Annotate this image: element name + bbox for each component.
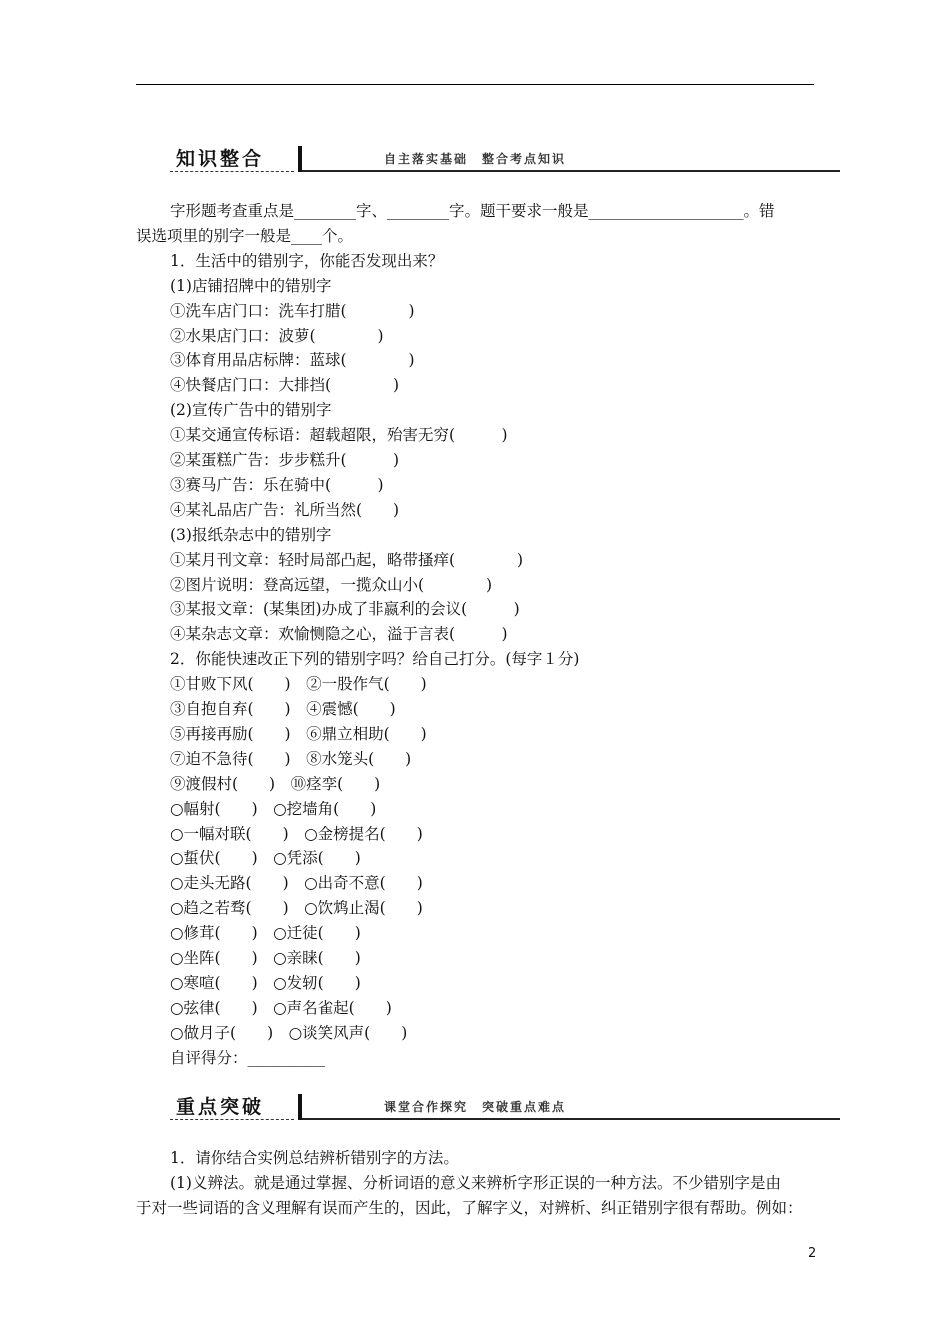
section-title: 知识整合 [176, 148, 265, 170]
divider-line [302, 1118, 840, 1120]
text-line: ①甘败下风( ) ②一股作气( ) [170, 675, 427, 694]
text-line: (2)宣传广告中的错别字 [170, 401, 332, 420]
text-line: ②水果店门口：波萝( ) [170, 326, 384, 345]
text-line: ○走头无路( ) ○出奇不意( ) [170, 874, 423, 893]
text-line: 字形题考查重点是________字、________字。题干要求一般是____________________。错 [170, 202, 775, 220]
text-line: ④某杂志文章：欢愉恻隐之心，溢于言表( ) [170, 625, 508, 644]
page-number: 2 [808, 1246, 817, 1261]
text-line: (1)义辨法。就是通过掌握、分析词语的意义来辨析字形正误的一种方法。不少错别字是由 [170, 1173, 781, 1192]
text-line: ○坐阵( ) ○亲睐( ) [170, 949, 361, 967]
divider-line [302, 170, 840, 172]
text-line: 误选项里的别字一般是____个。 [136, 226, 354, 245]
text-line: ⑤再接再励( ) ⑥鼎立相助( ) [170, 724, 427, 743]
text-line: ③某报文章：(某集团)办成了非嬴利的会议( ) [170, 600, 520, 619]
text-line: ○趋之若骛( ) ○饮鸩止渴( ) [170, 899, 423, 918]
text-line: ②图片说明：登高远望，一揽众山小( ) [170, 575, 493, 594]
section-title: 重点突破 [176, 1096, 265, 1118]
text-line: (1)店铺招牌中的错别字 [170, 276, 332, 295]
text-line: 2．你能快速改正下列的错别字吗？给自己打分。(每字１分) [170, 650, 580, 669]
section-subtitle: 自主落实基础 整合考点知识 [384, 152, 567, 166]
text-line: ○一幅对联( ) ○金榜提名( ) [170, 824, 423, 843]
text-line: 于对一些词语的含义理解有误而产生的，因此，了解字义，对辨析、纠正错别字很有帮助。例如： [136, 1198, 803, 1217]
text-line: ④某礼品店广告：礼所当然( ) [170, 500, 400, 519]
divider-bar [298, 1094, 302, 1120]
text-line: ○寒喧( ) ○发轫( ) [170, 973, 361, 992]
text-line: ①洗车店门口：洗车打腊( ) [170, 301, 415, 320]
text-line: ③自抱自弃( ) ④震憾( ) [170, 700, 396, 718]
text-line: ○蜇伏( ) ○凭添( ) [170, 849, 361, 868]
text-line: ⑦迫不急待( ) ⑧水笼头( ) [170, 749, 412, 768]
text-line: (3)报纸杂志中的错别字 [170, 525, 332, 544]
text-line: ①某交通宣传标语：超载超限，殆害无穷( ) [170, 426, 508, 445]
text-line: ④快餐店门口：大排挡( ) [170, 376, 400, 395]
header-rule [136, 84, 814, 85]
section-header-key-points [170, 1092, 840, 1122]
dotted-underline [170, 171, 294, 172]
text-line: ②某蛋糕广告：步步糕升( ) [170, 451, 400, 469]
text-line: ○弦律( ) ○声名雀起( ) [170, 998, 392, 1017]
divider-bar [298, 146, 302, 172]
section-subtitle: 课堂合作探究 突破重点难点 [384, 1100, 567, 1114]
text-line: ①某月刊文章：轻时局部凸起，略带搔痒( ) [170, 550, 524, 569]
text-line: 自评得分：__________ [170, 1048, 326, 1067]
text-line: ③赛马广告：乐在骑中( ) [170, 475, 384, 494]
section-header-knowledge [170, 144, 840, 174]
text-line: 1．生活中的错别字，你能否发现出来？ [170, 251, 444, 270]
text-line: ○幅射( ) ○挖墙角( ) [170, 799, 377, 818]
text-line: ○做月子( ) ○谈笑风声( ) [170, 1023, 408, 1042]
text-line: ③体育用品店标牌：蓝球( ) [170, 351, 415, 370]
text-line: ⑨渡假村( ) ⑩痉孪( ) [170, 774, 381, 793]
text-line: 1．请你结合实例总结辨析错别字的方法。 [170, 1149, 459, 1167]
text-line: ○修茸( ) ○迁徒( ) [170, 924, 361, 943]
dotted-underline [170, 1119, 294, 1120]
